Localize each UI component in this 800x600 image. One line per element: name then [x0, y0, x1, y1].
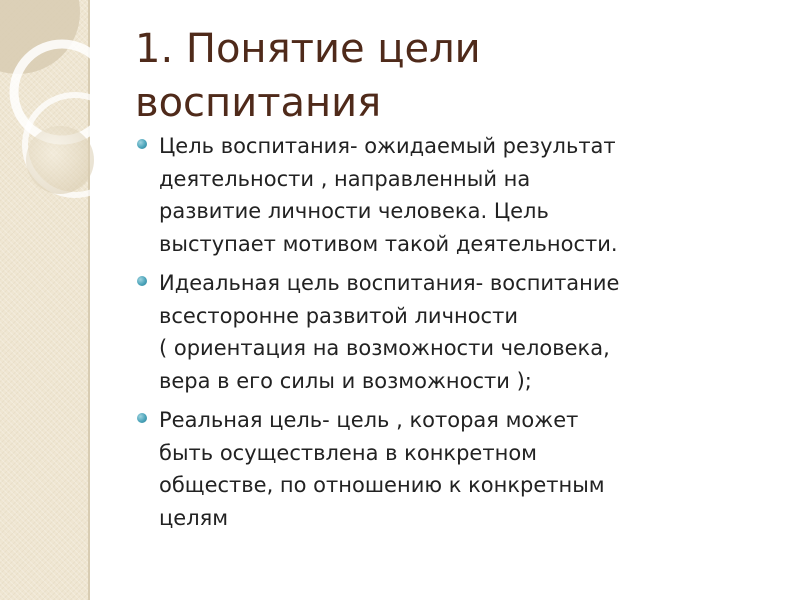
bullet-text: Цель воспитания- ожидаемый результат деятельности , направленный на развитие личности человека. Цель выступает мотивом такой деятельности.: [159, 134, 618, 256]
deco-soft-circle: [26, 126, 94, 194]
list-item: [136, 267, 786, 397]
deco-solid-circle: [0, 0, 80, 74]
bullet-list: [136, 130, 786, 541]
slide-title: 1. Понятие цели воспитания: [135, 26, 481, 126]
bullet-dot-icon: [137, 139, 147, 149]
list-item: [136, 130, 786, 260]
bullet-text: Идеальная цель воспитания- воспитание всесторонне развитой личности ( ориентация на возможности человека, вера в его силы и возможности );: [159, 271, 620, 393]
decorative-rings-icon: [0, 0, 130, 230]
bullet-text: Реальная цель- цель , которая может быть осуществлена в конкретном обществе, по отношению к конкретным целям: [159, 408, 605, 530]
list-item: [136, 404, 786, 534]
bullet-dot-icon: [137, 413, 147, 423]
bullet-dot-icon: [137, 276, 147, 286]
